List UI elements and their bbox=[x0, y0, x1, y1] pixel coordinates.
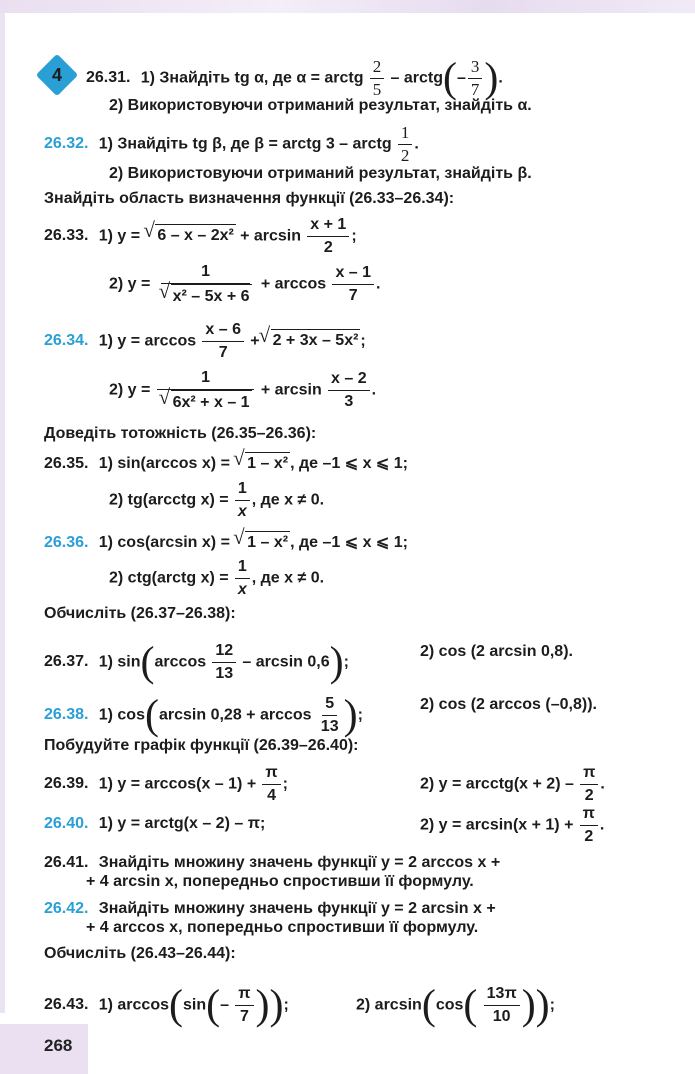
problem-26-41: 26.41. Знайдіть множину значень функції y = 2 arccos x + bbox=[44, 854, 501, 871]
problem-number: 26.39. bbox=[44, 775, 89, 793]
fraction: $\frac{13\pi}{10}$ bbox=[484, 983, 520, 1028]
square-root: √ 1 – x² bbox=[245, 531, 290, 553]
fraction: $\frac{x + 1}{2}$ bbox=[307, 214, 349, 259]
fraction: $\frac{\pi}{4}$ bbox=[262, 762, 280, 807]
fraction: $\frac{1}{x}$ bbox=[235, 556, 250, 601]
problem-26-39: 26.39. 1) y = arccos(x – 1) + $\frac{\pi}{4}$ ; bbox=[44, 762, 288, 807]
problem-number: 26.41. bbox=[44, 854, 89, 871]
fraction: $\frac{1}{2}$ bbox=[398, 122, 413, 167]
problem-26-40-part2: 2) y = arcsin(x + 1) + $\frac{\pi}{2}$ . bbox=[420, 803, 604, 848]
section-heading: Побудуйте графік функції (26.39–26.40): bbox=[44, 737, 359, 754]
page-number: 268 bbox=[44, 1036, 73, 1055]
section-heading: Обчисліть (26.43–26.44): bbox=[44, 945, 236, 962]
fraction: $\frac{x - 1}{7}$ bbox=[332, 262, 374, 307]
section-heading: Обчисліть (26.37–26.38): bbox=[44, 605, 236, 622]
problem-26-33-part2: 2) y = 1 √ x² – 5x + 6 + arccos $\frac{x - 1}{7}$ . bbox=[109, 261, 381, 308]
problem-26-43: 26.43. 1) arccos(sin(– $\frac{\pi}{7}$ )); bbox=[44, 982, 289, 1029]
problem-number: 26.33. bbox=[44, 227, 89, 245]
fraction: 1 √ 6x² + x – 1 bbox=[157, 367, 255, 414]
problem-26-34: 26.34. 1) y = arccos $\frac{x - 6}{7}$ +√ 2 + 3x – 5x² ; bbox=[44, 319, 366, 364]
problem-number: 26.40. bbox=[44, 815, 89, 832]
fraction: $\frac{x - 2}{3}$ bbox=[328, 368, 370, 413]
square-root: √ 2 + 3x – 5x² bbox=[271, 329, 361, 351]
problem-26-38-part2: 2) cos (2 arccos (–0,8)). bbox=[420, 696, 597, 713]
fraction: $\frac{\pi}{2}$ bbox=[580, 762, 598, 807]
fraction: $\frac{3}{7}$ bbox=[468, 56, 483, 101]
problem-26-37: 26.37. 1) sin(arccos $\frac{12}{13}$ – arcsin 0,6); bbox=[44, 639, 349, 686]
problem-26-31-part2: 2) Використовуючи отриманий результат, знайдіть α. bbox=[109, 97, 532, 114]
problem-26-39-part2: 2) y = arcctg(x + 2) – $\frac{\pi}{2}$ . bbox=[420, 762, 605, 807]
left-decor-band bbox=[0, 13, 5, 1013]
problem-26-32: 26.32. 1) Знайдіть tg β, де β = arctg 3 – arctg $\frac{1}{2}$ . bbox=[44, 123, 419, 165]
problem-number: 26.42. bbox=[44, 900, 89, 917]
problem-number: 26.37. bbox=[44, 653, 89, 671]
section-heading: Знайдіть область визначення функції (26.33–26.34): bbox=[44, 190, 455, 207]
problem-26-35: 26.35. 1) sin(arccos x) = √ 1 – x² , де –1 ⩽ x ⩽ 1; bbox=[44, 452, 408, 474]
problem-26-37-part2: 2) cos (2 arcsin 0,8). bbox=[420, 643, 573, 660]
section-heading: Доведіть тотожність (26.35–26.36): bbox=[44, 425, 317, 442]
fraction: $\frac{12}{13}$ bbox=[212, 640, 236, 685]
fraction: $\frac{5}{13}$ bbox=[320, 695, 339, 735]
problem-26-36: 26.36. 1) cos(arcsin x) = √ 1 – x² , де –1 ⩽ x ⩽ 1; bbox=[44, 531, 408, 553]
level-badge-label: 4 bbox=[51, 64, 62, 85]
problem-number: 26.31. bbox=[86, 69, 131, 87]
problem-number: 26.32. bbox=[44, 135, 89, 153]
fraction: 1 √ x² – 5x + 6 bbox=[157, 261, 255, 308]
problem-26-32-part2: 2) Використовуючи отриманий результат, знайдіть β. bbox=[109, 165, 532, 182]
problem-26-36-part2: 2) ctg(arctg x) = $\frac{1}{x}$ , де x ≠ 0. bbox=[109, 556, 324, 601]
problem-26-31: 26.31. 1) Знайдіть tg α, де α = arctg $\frac{2}{5}$ – arctg(– $\frac{3}{7}$ ). bbox=[86, 55, 503, 102]
problem-26-41-line2: + 4 arcsin x, попередньо спростивши її формулу. bbox=[86, 873, 474, 890]
problem-number: 26.35. bbox=[44, 455, 89, 472]
problem-number: 26.38. bbox=[44, 706, 89, 724]
problem-26-33: 26.33. 1) y = √ 6 – x – 2x² + arcsin $\frac{x + 1}{2}$ ; bbox=[44, 214, 357, 259]
problem-26-40: 26.40. 1) y = arctg(x – 2) – π; bbox=[44, 815, 266, 832]
problem-26-42-line2: + 4 arccos x, попередньо спростивши її формулу. bbox=[86, 919, 479, 936]
fraction: $\frac{\pi}{2}$ bbox=[580, 803, 598, 848]
square-root: √ 1 – x² bbox=[245, 452, 290, 474]
fraction: $\frac{\pi}{7}$ bbox=[235, 983, 253, 1028]
problem-number: 26.36. bbox=[44, 534, 89, 551]
problem-number: 26.43. bbox=[44, 996, 89, 1014]
problem-26-42: 26.42. Знайдіть множину значень функції y = 2 arcsin x + bbox=[44, 900, 496, 917]
top-decor-band bbox=[0, 0, 695, 13]
fraction: $\frac{1}{x}$ bbox=[235, 478, 250, 523]
problem-26-34-part2: 2) y = 1 √ 6x² + x – 1 + arcsin $\frac{x - 2}{3}$ . bbox=[109, 367, 376, 414]
problem-26-35-part2: 2) tg(arcctg x) = $\frac{1}{x}$ , де x ≠ 0. bbox=[109, 478, 324, 523]
problem-26-43-part2: 2) arcsin(cos( $\frac{13\pi}{10}$ )); bbox=[356, 982, 555, 1029]
problem-26-38: 26.38. 1) cos(arcsin 0,28 + arccos $\frac{5}{13}$ ); bbox=[44, 692, 363, 739]
fraction: $\frac{x - 6}{7}$ bbox=[202, 319, 244, 364]
problem-number: 26.34. bbox=[44, 332, 89, 350]
fraction: $\frac{2}{5}$ bbox=[370, 56, 385, 101]
square-root: √ 6 – x – 2x² bbox=[155, 224, 236, 246]
